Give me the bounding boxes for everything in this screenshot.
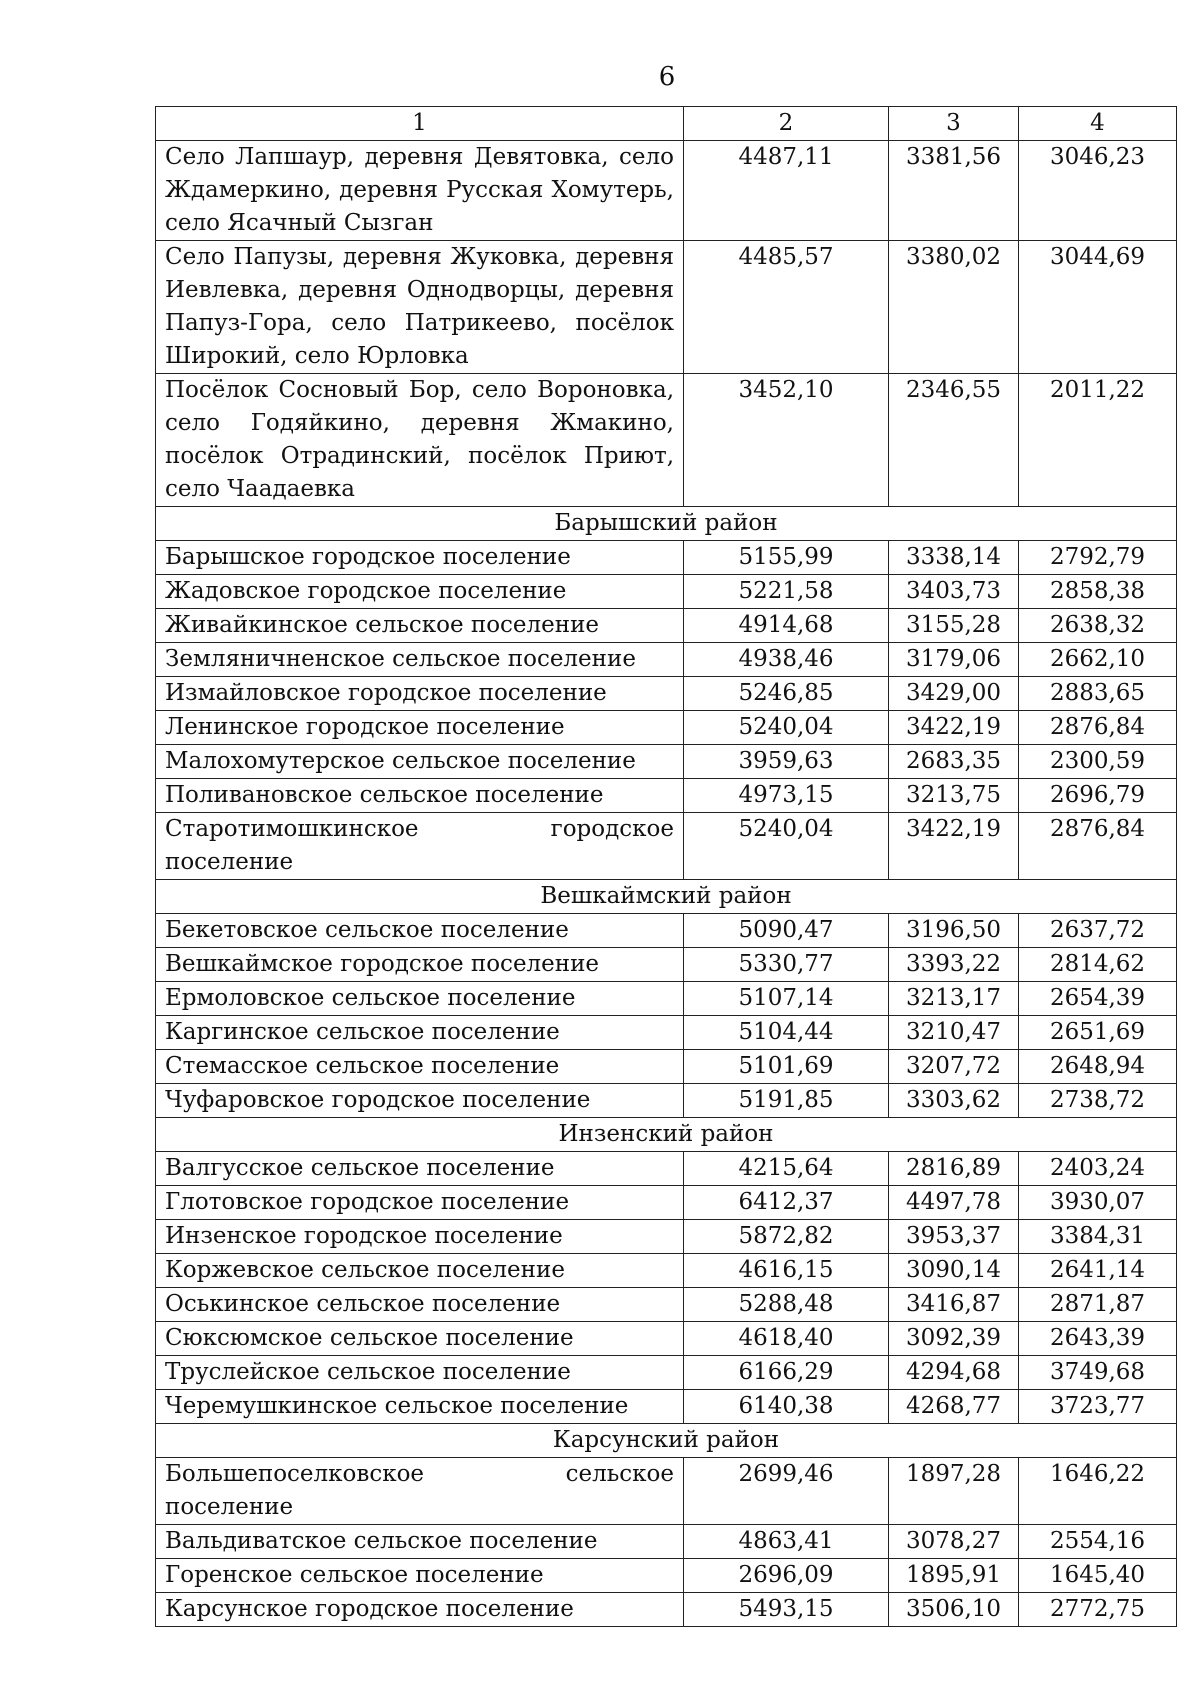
value-col-3: 3196,50 (889, 914, 1019, 948)
value-col-3: 3090,14 (889, 1254, 1019, 1288)
value-col-4: 2814,62 (1019, 948, 1177, 982)
table-row (156, 609, 1177, 643)
district-title: Вешкаймский район (156, 880, 1177, 914)
value-col-4: 3384,31 (1019, 1220, 1177, 1254)
settlement-name: Бекетовское сельское поселение (156, 914, 684, 948)
value-col-2: 5288,48 (684, 1288, 889, 1322)
table-header-row (156, 107, 1177, 141)
table-row (156, 1322, 1177, 1356)
value-col-3: 3380,02 (889, 241, 1019, 374)
table-row (156, 813, 1177, 880)
value-col-4: 2858,38 (1019, 575, 1177, 609)
value-col-3: 3213,75 (889, 779, 1019, 813)
table-row (156, 914, 1177, 948)
table-row (156, 1525, 1177, 1559)
page-number: 6 (658, 62, 676, 92)
value-col-2: 5107,14 (684, 982, 889, 1016)
value-col-2: 5221,58 (684, 575, 889, 609)
table-row (156, 541, 1177, 575)
value-col-3: 2346,55 (889, 374, 1019, 507)
settlement-name: Каргинское сельское поселение (156, 1016, 684, 1050)
value-col-2: 4485,57 (684, 241, 889, 374)
settlement-name: Инзенское городское поселение (156, 1220, 684, 1254)
table-row (156, 1152, 1177, 1186)
settlement-name: Большепоселковское сельское поселение (156, 1458, 684, 1525)
value-col-3: 3381,56 (889, 141, 1019, 241)
table-row (156, 779, 1177, 813)
value-col-2: 5240,04 (684, 813, 889, 880)
value-col-2: 4914,68 (684, 609, 889, 643)
settlement-name: Вальдиватское сельское поселение (156, 1525, 684, 1559)
value-col-3: 3303,62 (889, 1084, 1019, 1118)
value-col-4: 3046,23 (1019, 141, 1177, 241)
value-col-4: 1646,22 (1019, 1458, 1177, 1525)
value-col-3: 3092,39 (889, 1322, 1019, 1356)
value-col-4: 2654,39 (1019, 982, 1177, 1016)
table-row (156, 948, 1177, 982)
settlement-name: Черемушкинское сельское поселение (156, 1390, 684, 1424)
settlement-name: Стемасское сельское поселение (156, 1050, 684, 1084)
value-col-4: 3749,68 (1019, 1356, 1177, 1390)
value-col-2: 3452,10 (684, 374, 889, 507)
value-col-3: 3078,27 (889, 1525, 1019, 1559)
value-col-4: 2792,79 (1019, 541, 1177, 575)
value-col-3: 2683,35 (889, 745, 1019, 779)
column-header: 3 (889, 107, 1019, 141)
value-col-4: 2637,72 (1019, 914, 1177, 948)
value-col-3: 4497,78 (889, 1186, 1019, 1220)
value-col-4: 3723,77 (1019, 1390, 1177, 1424)
value-col-3: 3953,37 (889, 1220, 1019, 1254)
value-col-3: 3213,17 (889, 982, 1019, 1016)
settlement-name: Чуфаровское городское поселение (156, 1084, 684, 1118)
value-col-4: 2883,65 (1019, 677, 1177, 711)
table-row (156, 141, 1177, 241)
value-col-3: 3179,06 (889, 643, 1019, 677)
settlement-name: Посёлок Сосновый Бор, село Вороновка, село Годяйкино, деревня Жмакино, посёлок Отрадинский, посёлок Приют, село Чаадаевка (156, 374, 684, 507)
value-col-3: 3416,87 (889, 1288, 1019, 1322)
settlement-name: Поливановское сельское поселение (156, 779, 684, 813)
settlement-name: Барышское городское поселение (156, 541, 684, 575)
settlement-name: Ермоловское сельское поселение (156, 982, 684, 1016)
value-col-2: 4487,11 (684, 141, 889, 241)
value-col-3: 2816,89 (889, 1152, 1019, 1186)
settlement-name: Ленинское городское поселение (156, 711, 684, 745)
value-col-4: 2643,39 (1019, 1322, 1177, 1356)
table-row (156, 643, 1177, 677)
value-col-2: 4973,15 (684, 779, 889, 813)
value-col-3: 3207,72 (889, 1050, 1019, 1084)
value-col-4: 2300,59 (1019, 745, 1177, 779)
table-row (156, 1288, 1177, 1322)
settlement-name: Жадовское городское поселение (156, 575, 684, 609)
value-col-4: 2554,16 (1019, 1525, 1177, 1559)
table-row (156, 677, 1177, 711)
table-row (156, 374, 1177, 507)
value-col-2: 5872,82 (684, 1220, 889, 1254)
column-header: 2 (684, 107, 889, 141)
value-col-3: 3338,14 (889, 541, 1019, 575)
value-col-2: 5240,04 (684, 711, 889, 745)
column-header: 1 (156, 107, 684, 141)
value-col-2: 5090,47 (684, 914, 889, 948)
settlement-name: Малохомутерское сельское поселение (156, 745, 684, 779)
settlement-name: Валгусское сельское поселение (156, 1152, 684, 1186)
value-col-4: 3930,07 (1019, 1186, 1177, 1220)
table-row (156, 1458, 1177, 1525)
value-col-2: 5330,77 (684, 948, 889, 982)
value-col-4: 2662,10 (1019, 643, 1177, 677)
settlement-name: Вешкаймское городское поселение (156, 948, 684, 982)
value-col-2: 5191,85 (684, 1084, 889, 1118)
value-col-2: 2699,46 (684, 1458, 889, 1525)
value-col-3: 3393,22 (889, 948, 1019, 982)
table-row (156, 1220, 1177, 1254)
value-col-4: 2648,94 (1019, 1050, 1177, 1084)
value-col-2: 2696,09 (684, 1559, 889, 1593)
value-col-4: 2876,84 (1019, 711, 1177, 745)
table-row (156, 1356, 1177, 1390)
table-row (156, 1186, 1177, 1220)
value-col-4: 2641,14 (1019, 1254, 1177, 1288)
value-col-4: 3044,69 (1019, 241, 1177, 374)
district-title: Инзенский район (156, 1118, 1177, 1152)
district-title: Карсунский район (156, 1424, 1177, 1458)
settlement-name: Глотовское городское поселение (156, 1186, 684, 1220)
value-col-4: 1645,40 (1019, 1559, 1177, 1593)
value-col-2: 4618,40 (684, 1322, 889, 1356)
table-row (156, 711, 1177, 745)
settlement-name: Оськинское сельское поселение (156, 1288, 684, 1322)
district-title: Барышский район (156, 507, 1177, 541)
settlement-name: Старотимошкинское городское поселение (156, 813, 684, 880)
settlement-name: Сюксюмское сельское поселение (156, 1322, 684, 1356)
table-row (156, 1254, 1177, 1288)
value-col-2: 4938,46 (684, 643, 889, 677)
district-row (156, 507, 1177, 541)
value-col-2: 4863,41 (684, 1525, 889, 1559)
table-row (156, 1050, 1177, 1084)
value-col-4: 2696,79 (1019, 779, 1177, 813)
value-col-2: 4616,15 (684, 1254, 889, 1288)
value-col-3: 1897,28 (889, 1458, 1019, 1525)
district-row (156, 880, 1177, 914)
settlement-name: Село Папузы, деревня Жуковка, деревня Иевлевка, деревня Однодворцы, деревня Папуз-Гора, село Патрикеево, посёлок Широкий, село Юрловка (156, 241, 684, 374)
value-col-3: 3155,28 (889, 609, 1019, 643)
value-col-4: 2772,75 (1019, 1593, 1177, 1627)
value-col-4: 2871,87 (1019, 1288, 1177, 1322)
value-col-3: 4294,68 (889, 1356, 1019, 1390)
value-col-3: 3403,73 (889, 575, 1019, 609)
value-col-3: 4268,77 (889, 1390, 1019, 1424)
value-col-4: 2738,72 (1019, 1084, 1177, 1118)
table-row (156, 575, 1177, 609)
tariff-table (155, 106, 1177, 1627)
district-row (156, 1424, 1177, 1458)
settlement-name: Коржевское сельское поселение (156, 1254, 684, 1288)
value-col-4: 2011,22 (1019, 374, 1177, 507)
value-col-2: 4215,64 (684, 1152, 889, 1186)
value-col-2: 5101,69 (684, 1050, 889, 1084)
value-col-3: 3429,00 (889, 677, 1019, 711)
column-header: 4 (1019, 107, 1177, 141)
value-col-2: 5155,99 (684, 541, 889, 575)
value-col-2: 5493,15 (684, 1593, 889, 1627)
table-row (156, 1390, 1177, 1424)
value-col-4: 2403,24 (1019, 1152, 1177, 1186)
value-col-3: 3422,19 (889, 813, 1019, 880)
value-col-2: 6140,38 (684, 1390, 889, 1424)
table-row (156, 241, 1177, 374)
value-col-3: 1895,91 (889, 1559, 1019, 1593)
value-col-3: 3422,19 (889, 711, 1019, 745)
value-col-2: 6166,29 (684, 1356, 889, 1390)
value-col-3: 3506,10 (889, 1593, 1019, 1627)
settlement-name: Село Лапшаур, деревня Девятовка, село Ждамеркино, деревня Русская Хомутерь, село Ясачный Сызган (156, 141, 684, 241)
table-row (156, 1084, 1177, 1118)
settlement-name: Живайкинское сельское поселение (156, 609, 684, 643)
value-col-2: 3959,63 (684, 745, 889, 779)
value-col-4: 2638,32 (1019, 609, 1177, 643)
table-row (156, 982, 1177, 1016)
value-col-3: 3210,47 (889, 1016, 1019, 1050)
value-col-2: 5246,85 (684, 677, 889, 711)
table-row (156, 1593, 1177, 1627)
value-col-4: 2651,69 (1019, 1016, 1177, 1050)
value-col-2: 6412,37 (684, 1186, 889, 1220)
settlement-name: Карсунское городское поселение (156, 1593, 684, 1627)
table-row (156, 1016, 1177, 1050)
district-row (156, 1118, 1177, 1152)
settlement-name: Труслейское сельское поселение (156, 1356, 684, 1390)
settlement-name: Земляничненское сельское поселение (156, 643, 684, 677)
value-col-4: 2876,84 (1019, 813, 1177, 880)
table-row (156, 745, 1177, 779)
value-col-2: 5104,44 (684, 1016, 889, 1050)
settlement-name: Измайловское городское поселение (156, 677, 684, 711)
settlement-name: Горенское сельское поселение (156, 1559, 684, 1593)
table-row (156, 1559, 1177, 1593)
